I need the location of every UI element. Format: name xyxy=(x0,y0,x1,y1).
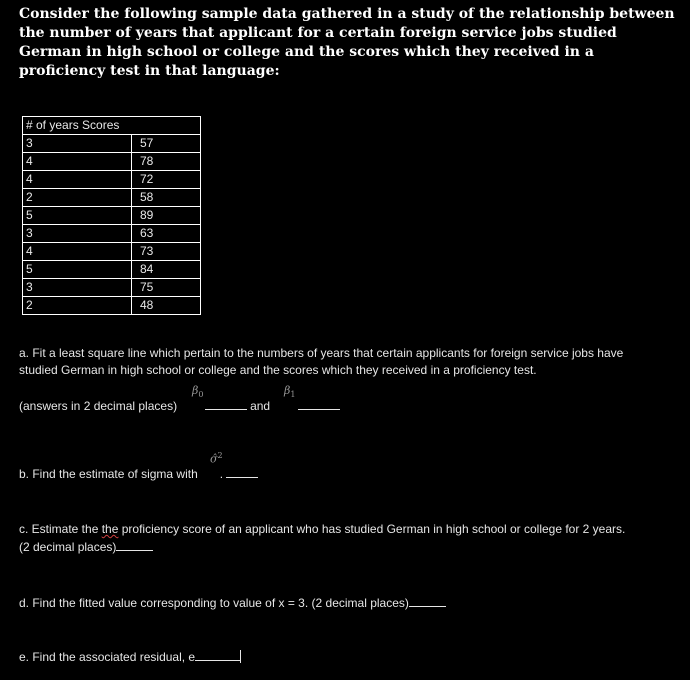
beta0-answer-blank[interactable] xyxy=(205,397,247,410)
beta1-answer-blank[interactable] xyxy=(298,397,340,410)
question-e xyxy=(19,648,241,666)
score-cell: 58 xyxy=(132,189,201,207)
score-cell: 72 xyxy=(132,171,201,189)
years-cell: 4 xyxy=(23,243,132,261)
question-e-text: e. Find the associated residual, e xyxy=(19,650,196,664)
question-d-answer-blank[interactable] xyxy=(409,594,446,607)
score-cell: 84 xyxy=(132,261,201,279)
question-a-text: a. Fit a least square line which pertain to the numbers of years that certain applicants for foreign service jobs have studied German in high school or college and the scores which they received in a proficiency test. xyxy=(19,346,624,377)
score-cell: 78 xyxy=(132,153,201,171)
years-cell: 3 xyxy=(23,135,132,153)
question-e-answer-blank[interactable] xyxy=(195,648,240,661)
question-d xyxy=(19,594,446,612)
question-b: b. Find the estimate of sigma with . xyxy=(19,465,258,483)
question-b-text: b. Find the estimate of sigma with xyxy=(19,467,198,481)
table-row xyxy=(23,297,201,315)
question-a-prompt xyxy=(19,397,340,415)
years-cell: 3 xyxy=(23,279,132,297)
intro-paragraph: Consider the following sample data gathered in a study of the relationship between the number of years that applicant for a certain foreign service jobs studied German in high school or college and the scores which they received in a proficiency test in that language: xyxy=(19,6,675,79)
duplicate-word: the xyxy=(101,522,119,536)
years-cell: 3 xyxy=(23,225,132,243)
table-row xyxy=(23,135,201,153)
sigma-answer-blank[interactable] xyxy=(226,465,258,478)
years-cell: 4 xyxy=(23,153,132,171)
text-cursor xyxy=(240,650,241,663)
score-cell: 75 xyxy=(132,279,201,297)
question-c-answer-blank[interactable] xyxy=(116,538,153,551)
score-cell: 63 xyxy=(132,225,201,243)
question-a-prompt-label: (answers in 2 decimal places) xyxy=(19,399,178,413)
data-table xyxy=(22,116,201,315)
years-cell: 2 xyxy=(23,189,132,207)
score-cell: 73 xyxy=(132,243,201,261)
table-row xyxy=(23,207,201,225)
beta1-symbol: $\beta_1$ xyxy=(284,384,296,400)
score-cell: 89 xyxy=(132,207,201,225)
years-cell: 5 xyxy=(23,207,132,225)
years-cell: 2 xyxy=(23,297,132,315)
table-row xyxy=(23,261,201,279)
score-cell: 57 xyxy=(132,135,201,153)
question-d-text: d. Find the fitted value corresponding to value of x = 3. (2 decimal places) xyxy=(19,596,409,610)
beta0-symbol: $\beta_0$ xyxy=(192,384,204,400)
table-row xyxy=(23,279,201,297)
sigma-hat-symbol: σ̂$^2$ xyxy=(210,451,223,466)
table-row xyxy=(23,171,201,189)
question-c: c. Estimate the the proficiency score of an applicant who has studied German in high school or college for 2 years. (2 decimal places) xyxy=(19,522,626,554)
table-row xyxy=(23,243,201,261)
table-header: # of years Scores xyxy=(23,117,201,135)
table-row xyxy=(23,189,201,207)
table-row xyxy=(23,153,201,171)
score-cell: 48 xyxy=(132,297,201,315)
and-label: and xyxy=(250,399,271,413)
years-cell: 4 xyxy=(23,171,132,189)
table-row xyxy=(23,225,201,243)
years-cell: 5 xyxy=(23,261,132,279)
